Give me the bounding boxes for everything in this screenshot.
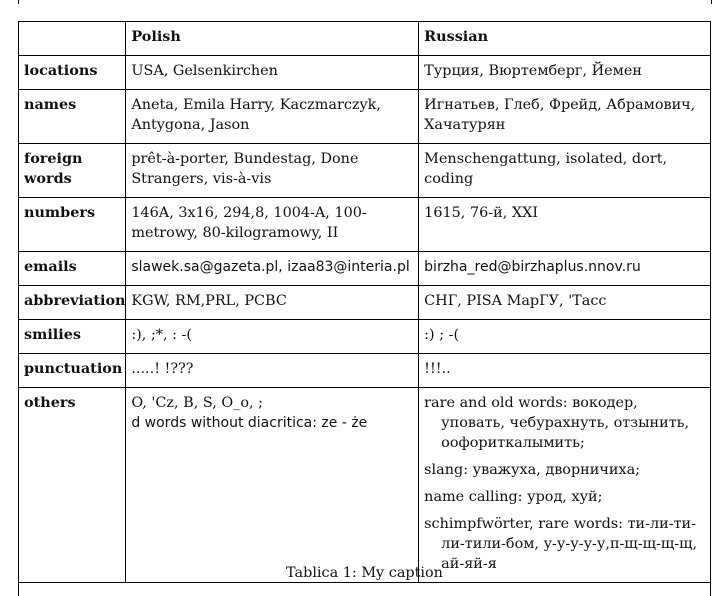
row-label-smilies: smilies (19, 320, 126, 354)
row-label-numbers: numbers (19, 198, 126, 252)
row-label-foreign-words: foreign words (19, 144, 126, 198)
cell-polish-names: Aneta, Emila Harry, Kaczmarczyk, Antygona, Jason (126, 90, 419, 144)
cell-polish-emails: slawek.sa@gazeta.pl, izaa83@interia.pl (126, 252, 419, 286)
cell-russian-names: Игнатьев, Глеб, Фрейд, Абрамович, Хачатурян (419, 90, 711, 144)
russian-others-item: slang: уважуха, дворничиха; (424, 462, 641, 478)
cell-polish-smilies: :), ;*, : -( (126, 320, 419, 354)
row-label-emails: emails (19, 252, 126, 286)
cell-russian-emails: birzha_red@birzhaplus.nnov.ru (419, 252, 711, 286)
russian-others-item: name calling: урод, хуй; (424, 489, 603, 505)
header-polish: Polish (126, 22, 419, 56)
comparison-table (18, 21, 711, 583)
cell-russian-foreign-words: Menschengattung, isolated, dort, coding (419, 144, 711, 198)
cell-polish-punctuation: .....! !??? (126, 354, 419, 388)
cell-russian-smilies: :) ; -( (419, 320, 711, 354)
cell-russian-locations: Турция, Вюртемберг, Йемен (419, 56, 711, 90)
table-caption: Tablica 1: My caption (286, 565, 443, 581)
row-label-locations: locations (19, 56, 126, 90)
cell-polish-locations: USA, Gelsenkirchen (126, 56, 419, 90)
table-row (19, 90, 711, 144)
cell-polish-foreign-words: prêt-à-porter, Bundestag, Done Strangers, vis-à-vis (126, 144, 419, 198)
table-row (19, 252, 711, 286)
row-label-punctuation: punctuation (19, 354, 126, 388)
cell-russian-abbreviation: СНГ, PISA МарГУ, 'Тасс (419, 286, 711, 320)
table-row (19, 286, 711, 320)
table-header-row (19, 22, 711, 56)
table-row (19, 320, 711, 354)
russian-others-item: schimpfwörter, rare words: ти-ли-ти-ли-тили-бом, у-у-у-у-у,п-щ-щ-щ-щ, ай-яй-я (424, 516, 698, 572)
table-row (19, 354, 711, 388)
page-frame-top (18, 0, 712, 4)
row-label-others: others (19, 388, 126, 583)
table-row (19, 144, 711, 198)
cell-russian-others (419, 388, 711, 583)
cell-polish-numbers: 146A, 3x16, 294,8, 1004-A, 100-metrowy, 80-kilogramowy, II (126, 198, 419, 252)
cell-polish-others (126, 388, 419, 583)
header-empty-cell (19, 22, 126, 56)
russian-others-item: rare and old words: вокодер, уповать, чебурахнуть, отзынить, оофориткалымить; (424, 395, 690, 451)
cell-polish-abbreviation: KGW, RM,PRL, PCBC (126, 286, 419, 320)
polish-others-line: d words without diacritica: ze - że (131, 415, 368, 431)
table-row (19, 56, 711, 90)
table-row (19, 198, 711, 252)
row-label-abbreviation: abbreviation (19, 286, 126, 320)
polish-others-line: O, 'Cz, B, S, O_o, ; (131, 395, 264, 411)
header-russian: Russian (419, 22, 711, 56)
row-label-names: names (19, 90, 126, 144)
cell-russian-numbers: 1615, 76-й, XXI (419, 198, 711, 252)
table-row (19, 388, 711, 583)
cell-russian-punctuation: !!!.. (419, 354, 711, 388)
